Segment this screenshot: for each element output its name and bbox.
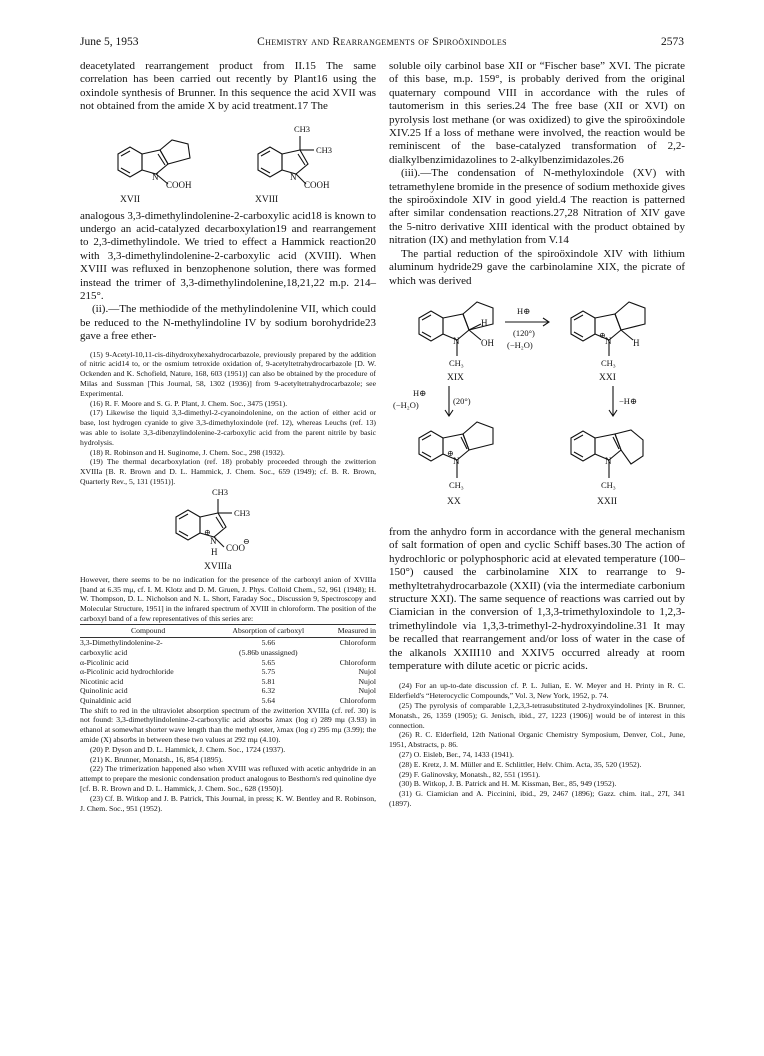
table-row: 3,3-Dimethylindolenine-2- 5.66 Chloroform [80,638,376,648]
xviii-me1: CH3 [294,123,311,134]
svg-text:N: N [453,335,460,346]
xix-ch3: CH₃ [449,357,464,368]
xviiia-group: COO [226,542,246,553]
footnote: (22) The trimerization happened also when XVIII was refluxed with acetic anhydride in an attempt to prepare the mesionic condensation product analogous to Besthorn's red quinoline dye [cf. B. R. Brown and D. L. Hammick, J. Chem. Soc., 628 (1950)]. [80,764,376,793]
reaction-scheme [389,294,685,526]
footnotes-right [389,681,685,808]
paragraph: The partial reduction of the spiroöxindole XIV with lithium aluminum hydride29 gave the carbinolamine XIX, the picrate of which was derived [389,247,685,287]
table-row: Quinolinic acid 6.32 Nujol [80,686,376,696]
xvii-group: COOH [166,179,192,190]
table-row: Quinaldinic acid 5.64 Chloroform [80,695,376,705]
xx-ch3: CH₃ [449,479,464,490]
table-row: α-Picolinic acid 5.65 Chloroform [80,657,376,667]
header-title: Chemistry and Rearrangements of Spiroöxindoles [257,36,507,48]
xx-plus: ⊕ [447,448,454,458]
footnote: (23) Cf. B. Witkop and J. B. Patrick, This Journal, in press; K. W. Bentley and R. Robinson, J. Chem. Soc., 951 (1952). [80,793,376,813]
paragraph: soluble oily carbinol base XII or “Fischer base” XVI. The picrate of this base, m.p. 159°, is probably derived from the original quaternary compound VIII in accordance with the rules of tautomerism in this series.24 The free base (XII or XVI) on pyrolysis lost methane (or was oxidized) to give the spiroöxindole XIV.25 If a loss of methane were involved, the reaction would be reminiscent of the base-catalyzed transformation of 2,2-dialkylbenzimidazolines to 2-alkylbenzimidazoles.26 [389,60,685,166]
xxi-plus: ⊕ [599,330,606,340]
paragraph: (ii).—The methiodide of the methylindolenine VII, which could be reduced to the N-methylindoline IV by sodium borohydride23 gave a free ether- [80,303,376,343]
footnote: (21) K. Brunner, Monatsh., 16, 854 (1895). [90,754,223,764]
reagent-h: H⊕ [517,305,531,316]
running-header [80,36,684,52]
footnote-continuation: However, there seems to be no indication for the presence of the carboxyl anion of XVIIIa [band at 6.35 mμ, cf. I. M. Klotz and D. M. Gruen, J. Phys. Colloid Chem., 52, 961 (1948); H. W. Thompson, D. L. Nicholson and N. L. Short, Faraday Soc., Discussion 9, Spectroscopy and Molecular Structure, 1951] in the infrared spectrum of XVIII in chloroform. The position of the carboxyl band of a few representatives of this series are: [80,574,376,624]
svg-text:N: N [210,535,217,546]
label-xx: XX [447,496,461,507]
xviiia-plus: ⊕ [204,527,211,537]
structure-xviiia [80,487,376,575]
minus-h: −H⊕ [619,395,638,406]
footnote: (27) O. Eisleb, Ber., 74, 1433 (1941). [399,749,514,759]
label-xxi: XXI [599,372,616,383]
xviiia-minus: ⊖ [243,536,250,546]
svg-text:N: N [605,455,612,466]
footnote: (30) B. Witkop, J. B. Patrick and H. M. Kissman, Ber., 85, 949 (1952). [399,779,617,789]
left-column [80,60,376,813]
footnote: (17) Likewise the liquid 3,3-dimethyl-2-cyanoindolenine, on the action of either acid or base, lost hydrogen cyanide to give 3,3-dimethyloxindole (ref. 12), whereas Leuchs (ref. 13) was able to isolate 3,3-dibenzylindolenine-2-carboxylic acid from the parent nitrile by basic hydrolysis. [80,408,376,447]
structures-xvii-xviii [80,114,376,210]
footnote: (18) R. Robinson and H. Suginome, J. Chem. Soc., 298 (1932). [90,447,285,457]
footnote: (15) 9-Acetyl-10,11-cis-dihydroxyhexahydrocarbazole, previously prepared by the addition of nitric acid14 to, or the osmium tetroxide oxidation of, 9-acetyltetrahydrocarbazole [D. W. Ockenden and K. Schofield, Nature, 168, 603 (1951)] can also be obtained by the procedure of Milas and Sussman [This Journal, 58, 1302 (1936)] from 9-acetyltetrahydrocarbazole; see Experimental. [80,349,376,398]
footnotes-left [80,350,376,487]
xxi-ch3: CH₃ [601,357,616,368]
table-row: Nicotinic acid 5.81 Nujol [80,676,376,686]
footnote: (26) R. C. Elderfield, 12th National Organic Chemistry Symposium, Denver, Col., June, 1951, Abstracts, p. 86. [389,730,685,750]
right-column [389,60,685,809]
paragraph: (iii).—The condensation of N-methyloxindole (XV) with tetramethylene bromide in the presence of sodium methoxide gives the spiroöxindole XIV in good yield.4 The reaction is patterned after similar condensation reactions.27,28 Nitration of XIV gave the 5-nitro derivative XIII identical with the product obtained by nitration (IX) and methylation from V.14 [389,167,685,247]
paragraph: deacetylated rearrangement product from II.15 The same correlation has been carried out recently by Plant16 using the oxindole synthesis of Brunner. In this sequence the acid XVII was not obtained from the amide X by acid treatment.17 The [80,60,376,113]
xviiia-nh: H [211,546,218,557]
footnote: (20) P. Dyson and D. L. Hammick, J. Chem. Soc., 1724 (1937). [90,744,286,754]
table-header: Measured in [337,625,376,635]
cond-water: (−H₂O) [507,339,533,350]
label-xxii: XXII [597,496,618,507]
svg-text:N: N [152,171,159,182]
footnote: (29) F. Galinovsky, Monatsh., 82, 551 (1951). [399,769,541,779]
xviii-group: COOH [304,179,330,190]
cond-temp: (120°) [513,327,535,338]
svg-text:N: N [290,171,297,182]
footnote: (16) R. F. Moore and S. G. P. Plant, J. Chem. Soc., 3475 (1951). [90,398,288,408]
reagent-h-left: H⊕ [413,387,427,398]
label-xvii: XVII [120,194,141,205]
label-xviii: XVIII [255,194,279,205]
xix-h: H [481,317,488,328]
xviii-me2: CH3 [316,144,333,155]
svg-text:N: N [453,455,460,466]
cond-water-left: (−H₂O) [393,399,419,410]
table-row: carboxylic acid (5.86b unassigned) [80,648,298,658]
xxi-h: H [633,337,640,348]
label-xviiia: XVIIIa [204,561,232,572]
svg-text:N: N [605,335,612,346]
table-header: Absorption of carboxyl [232,625,305,635]
footnote: (31) G. Ciamician and A. Piccinini, ibid., 29, 2467 (1896); Gazz. chim. ital., 27I, 341 (1897). [389,789,685,808]
footnote: (19) The thermal decarboxylation (ref. 18) probably proceeded through the zwitterion XVIIIa [B. R. Brown and D. L. Hammick, J. Chem. Soc., 659 (1949); cf. B. R. Brown, Quarterly Rev., 5, 131 (1951)]. [80,457,376,487]
page-number: 2573 [661,36,684,48]
footnote: (28) E. Kretz, J. M. Müller and E. Schlittler, Helv. Chim. Acta, 35, 520 (1952). [399,759,642,769]
xxii-ch3: CH₃ [601,479,616,490]
footnotes-left-2: The shift to red in the ultraviolet absorption spectrum of the zwitterion XVIIIa (cf. ref. 30) is not found: 3,3-dimethylindolenine-2-carboxylic acid absorbs λmax (log ε) 289 mμ (3.93) in ethanol at somewhat shorter wave length than the methyl ester, λmax (log ε) 295 mμ (3.99); the amide (X) absorbs in between these two values at 292 mμ (4.10). (20) P. Dyson and D. L. Hammick, J. Chem. Soc., 1724 (1937). (21) K. Brunner, Monatsh., 16, 854 (1895). (22) The trimerization happened also when XVIII was refluxed with acetic anhydride in an attempt to prepare the mesionic condensation product analogous to Besthorn's red quinoline dye [cf. B. R. Brown and D. L. Hammick, J. Chem. Soc., 628 (1950)]. (23) Cf. B. Witkop and J. B. Patrick, This Journal, in press; K. W. Bentley and R. Robinson, J. Chem. Soc., 951 (1952). [80,705,376,813]
paragraph: analogous 3,3-dimethylindolenine-2-carboxylic acid18 is known to undergo an acid-catalyzed decarboxylation19 and rearrangement to 2,3-dimethylindole. We tried to effect a Hammick reaction20 with 3,3-dimethylindolenine-2-carboxylic acid (XVIII). When XVIII was refluxed in benzophenone solution, there was formed instead the trimer of 3,3-dimethylindolenine,18,21,22 m.p. 214–215°. [80,209,376,303]
table-header: Compound [131,625,166,635]
cond-temp-left: (20°) [453,395,471,406]
xix-oh: OH [481,337,494,348]
footnote: (25) The pyrolysis of comparable 1,2,3,3-tetrasubstituted 2-hydroxyindolines [K. Brunner, Monatsh., 26, 1359 (1905); G. Jenisch, ibid., 27, 1223 (1906)] would be of interest in this connection. [389,700,685,730]
footnote: (24) For an up-to-date discussion cf. P. L. Julian, E. W. Meyer and H. Printy in R. C. Elderfield's “Heterocyclic Compounds,” Vol. 3, New York, 1952, p. 74. [389,681,685,701]
carboxyl-table [80,624,376,706]
header-date: June 5, 1953 [80,36,139,48]
paragraph: from the anhydro form in accordance with the general mechanism of salt formation of open and cyclic Schiff bases.30 The action of hydrochloric or polyphosphoric acid at elevated temperature (100–150°) caused the carbinolamine XIX to rearrange to 9-methyltetrahydrocarbazole (XXII) (via the intermediate carbonium structure XXI). The same sequence of reactions was carried out by Ciamician in the conversion of 1,3,3-trimethyloxindole to 1,2,3-trimethylindole via 1,3,3-trimethyl-2-hydroxyindoline.31 It may be recalled that rearrangement and/or loss of water in the case of the alkanols XXIII10 and XXIV5 occurred already at room temperature with dilute acetic or picric acids. [389,525,685,672]
xviiia-me2: CH3 [234,507,251,518]
table-row: α-Picolinic acid hydrochloride 5.75 Nujol [80,667,376,677]
xviiia-me1: CH3 [212,486,229,497]
label-xix: XIX [447,372,464,383]
